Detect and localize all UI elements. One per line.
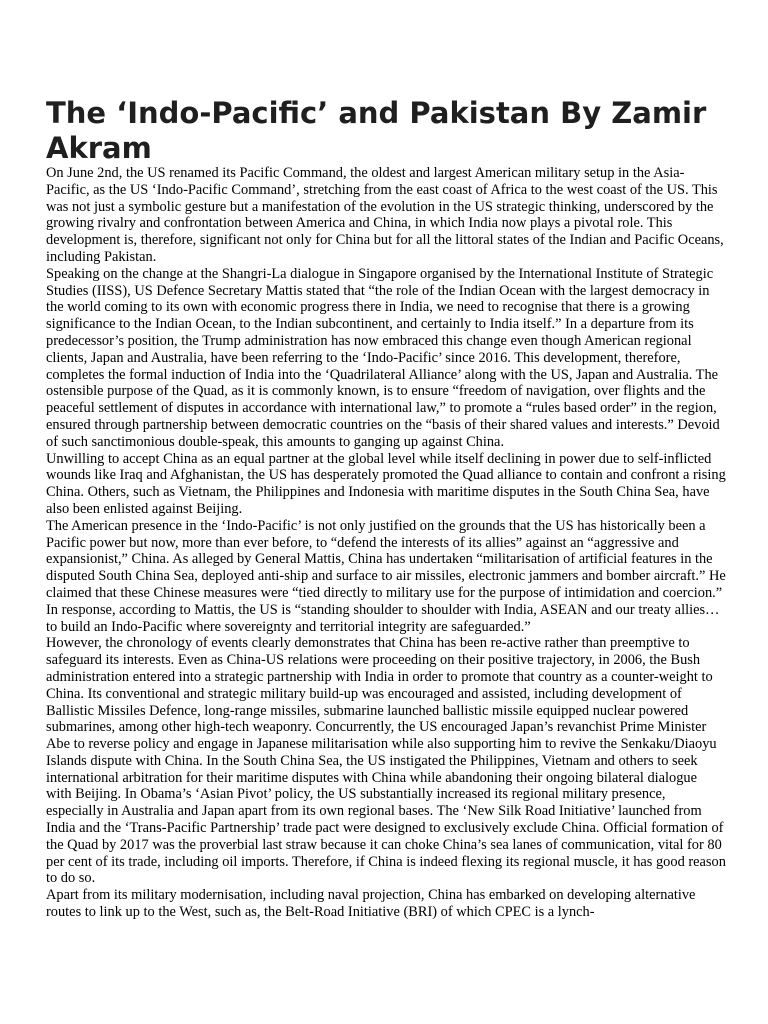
article-body (46, 165, 726, 921)
paragraph: The American presence in the ‘Indo-Pacific’ is not only justified on the grounds that the US has historically been a Pacific power but now, more than ever before, to “defend the interests of its allies” against an “aggressive and expansionist,” China. As alleged by General Mattis, China has undertaken “militarisation of artificial features in the disputed South China Sea, deployed anti-ship and surface to air missiles, electronic jammers and bomber aircraft.” He claimed that these Chinese measures were “tied directly to military use for the purpose of intimidation and coercion.” In response, according to Mattis, the US is “standing shoulder to shoulder with India, ASEAN and our treaty allies… to build an Indo-Pacific where sovereignty and territorial integrity are safeguarded.” (46, 517, 726, 635)
paragraph: Speaking on the change at the Shangri-La dialogue in Singapore organised by the International Institute of Strategic Studies (IISS), US Defence Secretary Mattis stated that “the role of the Indian Ocean with the largest democracy in the world coming to its own with economic progress there in India, we need to recognise that there is a growing significance to the Indian Ocean, to the Indian subcontinent, and certainly to India itself.” In a departure from its predecessor’s position, the Trump administration has now embraced this change even though American regional clients, Japan and Australia, have been referring to the ‘Indo-Pacific’ since 2016. This development, therefore, completes the formal induction of India into the ‘Quadrilateral Alliance’ along with the US, Japan and Australia. The ostensible purpose of the Quad, as it is commonly known, is to ensure “freedom of navigation, over flights and the peaceful settlement of disputes in accordance with international law,” to promote a “rules based order” in the region, ensured through partnership between democratic countries on the “basis of their shared values and interests.” Devoid of such sanctimonious double-speak, this amounts to ganging up against China. (46, 265, 720, 450)
article-title: The ‘Indo-Pacific’ and Pakistan By Zamir Akram (46, 96, 707, 165)
paragraph: Unwilling to accept China as an equal partner at the global level while itself declining in power due to self-inflicted wounds like Iraq and Afghanistan, the US has desperately promoted the Quad alliance to contain and confront a rising China. Others, such as Vietnam, the Philippines and Indonesia with maritime disputes in the South China Sea, have also been enlisted against Beijing. (46, 450, 726, 517)
paragraph: On June 2nd, the US renamed its Pacific Command, the oldest and largest American military setup in the Asia-Pacific, as the US ‘Indo-Pacific Command’, stretching from the east coast of Africa to the west coast of the US. This was not just a symbolic gesture but a manifestation of the evolution in the US strategic thinking, underscored by the growing rivalry and confrontation between America and China, in which India now plays a pivotal role. This development is, therefore, significant not only for China but for all the littoral states of the Indian and Pacific Oceans, including Pakistan. (46, 165, 724, 265)
paragraph: However, the chronology of events clearly demonstrates that China has been re-active rather than preemptive to safeguard its interests. Even as China-US relations were proceeding on their positive trajectory, in 2006, the Bush administration entered into a strategic partnership with India in order to promote that country as a counter-weight to China. Its conventional and strategic military build-up was encouraged and assisted, including development of Ballistic Missiles Defence, long-range missiles, submarine launched ballistic missile equipped nuclear powered submarines, among other high-tech weaponry. Concurrently, the US encouraged Japan’s revanchist Prime Minister Abe to reverse policy and engage in Japanese militarisation while also supporting him to revive the Senkaku/Diaoyu Islands dispute with China. In the South China Sea, the US instigated the Philippines, Vietnam and others to seek international arbitration for their maritime disputes with China while abandoning their ongoing bilateral dialogue with Beijing. In Obama’s ‘Asian Pivot’ policy, the US substantially increased its regional military presence, especially in Australia and Japan apart from its own regional bases. The ‘New Silk Road Initiative’ launched from India and the ‘Trans-Pacific Partnership’ trade pact were designed to exclusively exclude China. Official formation of the Quad by 2017 was the proverbial last straw because it can choke China’s sea lanes of communication, vital for 80 per cent of its trade, including oil imports. Therefore, if China is indeed flexing its regional muscle, it has good reason to do so. (46, 635, 726, 887)
paragraph: Apart from its military modernisation, including naval projection, China has embarked on developing alternative routes to link up to the West, such as, the Belt-Road Initiative (BRI) of which CPEC is a lynch- (46, 887, 696, 921)
